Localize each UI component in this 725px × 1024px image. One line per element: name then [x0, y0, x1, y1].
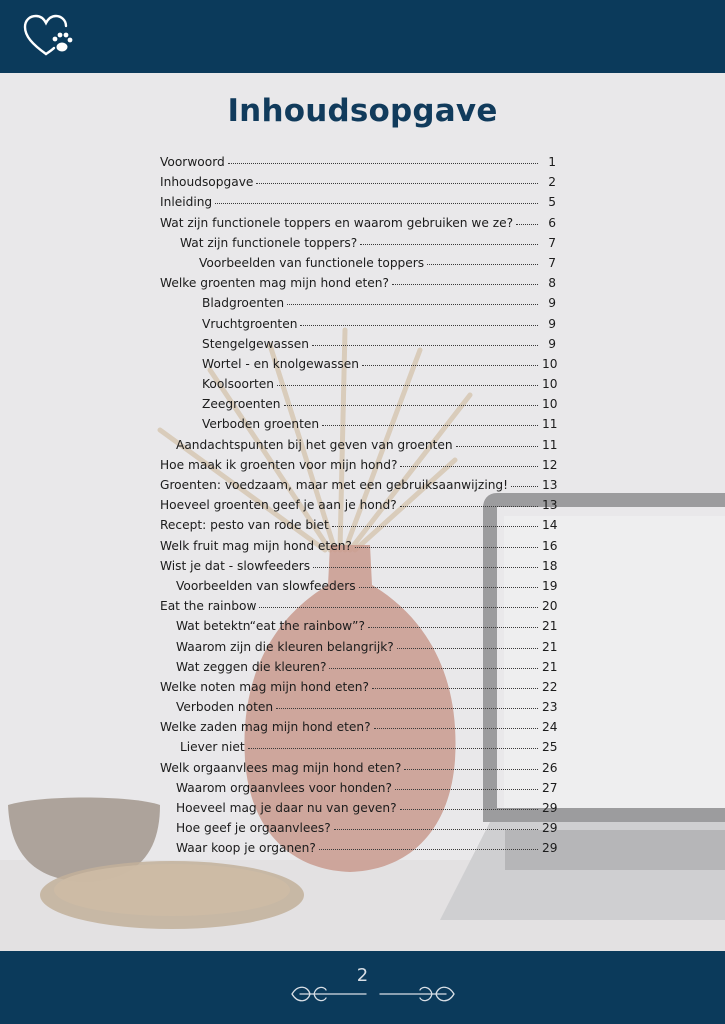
toc-entry-label: Liever niet [180, 740, 245, 755]
toc-leader-dots [362, 365, 538, 366]
toc-leader-dots [511, 486, 538, 487]
page-title: Inhoudsopgave [227, 93, 498, 129]
toc-entry[interactable] [160, 296, 556, 316]
toc-entry-page: 1 [548, 155, 556, 169]
toc-entry[interactable] [160, 619, 556, 639]
page-header [0, 0, 725, 73]
toc-entry-label: Verboden noten [176, 700, 274, 715]
toc-entry[interactable] [160, 720, 556, 740]
toc-entry-label: Wortel - en knolgewassen [202, 356, 359, 371]
toc-leader-dots [334, 829, 538, 830]
toc-entry-page: 21 [542, 659, 558, 674]
toc-entry[interactable] [160, 216, 556, 236]
toc-entry-page: 16 [542, 538, 558, 553]
leaf-branch-ornament-icon [288, 980, 458, 1008]
toc-entry-page: 6 [548, 215, 556, 230]
toc-entry[interactable] [160, 640, 556, 660]
toc-leader-dots [360, 244, 538, 245]
toc-entry[interactable] [160, 337, 556, 357]
toc-entry[interactable] [160, 478, 556, 498]
toc-leader-dots [372, 688, 538, 689]
toc-entry[interactable] [160, 357, 556, 377]
toc-entry-label: Bladgroenten [202, 296, 285, 311]
toc-entry-label: Welke noten mag mijn hond eten? [160, 679, 369, 694]
toc-leader-dots [456, 446, 538, 447]
toc-leader-dots [319, 849, 538, 850]
toc-entry-label: Welk orgaanvlees mag mijn hond eten? [160, 760, 402, 775]
toc-entry-label: Wat zeggen die kleuren? [176, 659, 327, 674]
toc-leader-dots [287, 304, 538, 305]
toc-leader-dots [256, 183, 538, 184]
toc-entry-page: 29 [542, 801, 558, 815]
toc-entry-label: Waarom orgaanvlees voor honden? [176, 780, 392, 795]
toc-leader-dots [404, 769, 538, 770]
toc-entry-page: 23 [542, 700, 558, 715]
toc-entry[interactable] [160, 801, 556, 821]
page-number: 2 [356, 965, 369, 986]
toc-leader-dots [397, 648, 538, 649]
toc-entry-label: Wat zijn functionele toppers? [180, 235, 358, 250]
toc-leader-dots [313, 567, 538, 568]
toc-entry-label: Stengelgewassen [202, 336, 309, 351]
toc-leader-dots [284, 405, 538, 406]
toc-entry[interactable] [160, 276, 556, 296]
table-of-contents [160, 155, 556, 862]
toc-entry-page: 14 [542, 518, 558, 533]
toc-leader-dots [332, 526, 538, 527]
toc-entry-page: 29 [542, 821, 558, 836]
toc-entry-label: Waarom zijn die kleuren belangrijk? [176, 639, 394, 654]
toc-entry[interactable] [160, 256, 556, 276]
toc-entry[interactable] [160, 317, 556, 337]
toc-entry-label: Wat zijn functionele toppers en waarom gebruiken we ze? [160, 215, 514, 230]
toc-entry-page: 21 [542, 619, 558, 634]
toc-entry[interactable] [160, 155, 556, 175]
toc-entry[interactable] [160, 438, 556, 458]
toc-entry-label: Welke zaden mag mijn hond eten? [160, 720, 371, 735]
toc-entry[interactable] [160, 781, 556, 801]
toc-leader-dots [374, 728, 538, 729]
toc-entry-page: 25 [542, 740, 558, 755]
toc-entry[interactable] [160, 579, 556, 599]
toc-entry[interactable] [160, 660, 556, 680]
toc-entry-label: Hoe maak ik groenten voor mijn hond? [160, 457, 398, 472]
toc-entry-label: Waar koop je organen? [176, 841, 316, 856]
toc-leader-dots [277, 385, 538, 386]
toc-entry-page: 26 [542, 760, 558, 775]
toc-entry-label: Voorwoord [160, 155, 225, 169]
toc-leader-dots [259, 607, 538, 608]
toc-entry-page: 21 [542, 639, 558, 654]
heart-paw-icon [22, 14, 74, 58]
toc-entry[interactable] [160, 397, 556, 417]
toc-entry-page: 5 [548, 195, 556, 210]
toc-leader-dots [215, 203, 538, 204]
toc-entry[interactable] [160, 700, 556, 720]
toc-entry-page: 10 [542, 397, 558, 412]
toc-entry-label: Recept: pesto van rode biet [160, 518, 329, 533]
toc-leader-dots [276, 708, 538, 709]
toc-entry-page: 11 [542, 417, 558, 432]
toc-leader-dots [248, 748, 538, 749]
toc-entry-page: 7 [548, 255, 556, 270]
toc-entry-page: 18 [542, 558, 558, 573]
toc-entry-label: Groenten: voedzaam, maar met een gebruiksaanwijzing! [160, 478, 509, 492]
toc-entry-label: Inhoudsopgave [160, 175, 254, 190]
toc-leader-dots [427, 264, 538, 265]
toc-entry-page: 22 [542, 679, 558, 694]
toc-entry[interactable] [160, 417, 556, 437]
toc-entry[interactable] [160, 680, 556, 700]
toc-entry-page: 19 [542, 578, 558, 593]
toc-leader-dots [395, 789, 538, 790]
toc-leader-dots [359, 587, 538, 588]
toc-entry[interactable] [160, 498, 556, 518]
toc-entry-page: 10 [542, 356, 558, 371]
toc-entry-label: Eat the rainbow [160, 599, 257, 614]
toc-leader-dots [400, 506, 538, 507]
toc-entry[interactable] [160, 458, 556, 478]
toc-entry[interactable] [160, 518, 556, 538]
toc-leader-dots [322, 425, 538, 426]
toc-entry-page: 9 [548, 296, 556, 311]
toc-entry-page: 20 [542, 599, 558, 614]
toc-leader-dots [300, 325, 538, 326]
toc-entry-label: Welke groenten mag mijn hond eten? [160, 276, 389, 291]
toc-leader-dots [400, 466, 538, 467]
toc-entry-label: Wist je dat - slowfeeders [160, 558, 311, 573]
toc-entry[interactable] [160, 175, 556, 195]
toc-entry[interactable] [160, 377, 556, 397]
toc-entry-label: Koolsoorten [202, 377, 274, 392]
toc-leader-dots [392, 284, 538, 285]
toc-entry-label: Wat betektn“eat the rainbow”? [176, 619, 365, 634]
toc-entry-label: Aandachtspunten bij het geven van groenten [176, 437, 453, 452]
toc-entry-page: 11 [542, 437, 558, 452]
toc-entry-label: Verboden groenten [202, 417, 320, 432]
toc-entry-page: 13 [542, 498, 558, 513]
toc-entry-label: Welk fruit mag mijn hond eten? [160, 538, 352, 553]
toc-entry-label: Vruchtgroenten [202, 316, 298, 331]
toc-entry-label: Voorbeelden van functionele toppers [199, 255, 425, 270]
toc-entry-page: 2 [548, 175, 556, 190]
toc-entry[interactable] [160, 761, 556, 781]
toc-leader-dots [312, 345, 538, 346]
toc-entry-page: 29 [542, 841, 558, 856]
toc-leader-dots [400, 809, 538, 810]
toc-entry[interactable] [160, 236, 556, 256]
toc-entry-page: 9 [548, 336, 556, 351]
toc-entry-page: 12 [542, 457, 558, 472]
toc-entry-label: Voorbeelden van slowfeeders [176, 578, 356, 593]
toc-entry-page: 13 [542, 478, 558, 492]
toc-entry[interactable] [160, 740, 556, 760]
toc-entry-page: 8 [548, 276, 556, 291]
toc-entry-label: Hoe geef je orgaanvlees? [176, 821, 331, 836]
toc-leader-dots [228, 163, 538, 164]
toc-entry-page: 27 [542, 780, 558, 795]
toc-leader-dots [516, 224, 538, 225]
toc-entry-label: Hoeveel mag je daar nu van geven? [176, 801, 397, 815]
toc-entry-label: Inleiding [160, 195, 213, 210]
toc-entry[interactable] [160, 195, 556, 215]
toc-entry-page: 7 [548, 235, 556, 250]
toc-entry-label: Hoeveel groenten geef je aan je hond? [160, 498, 397, 513]
toc-entry-page: 10 [542, 377, 558, 392]
toc-entry-page: 9 [548, 316, 556, 331]
toc-entry-page: 24 [542, 720, 558, 735]
toc-leader-dots [329, 668, 538, 669]
toc-leader-dots [355, 547, 538, 548]
toc-entry[interactable] [160, 539, 556, 559]
toc-leader-dots [368, 627, 538, 628]
toc-entry[interactable] [160, 821, 556, 841]
toc-entry[interactable] [160, 599, 556, 619]
toc-entry-label: Zeegroenten [202, 397, 281, 412]
toc-entry[interactable] [160, 559, 556, 579]
toc-entry[interactable] [160, 841, 556, 861]
